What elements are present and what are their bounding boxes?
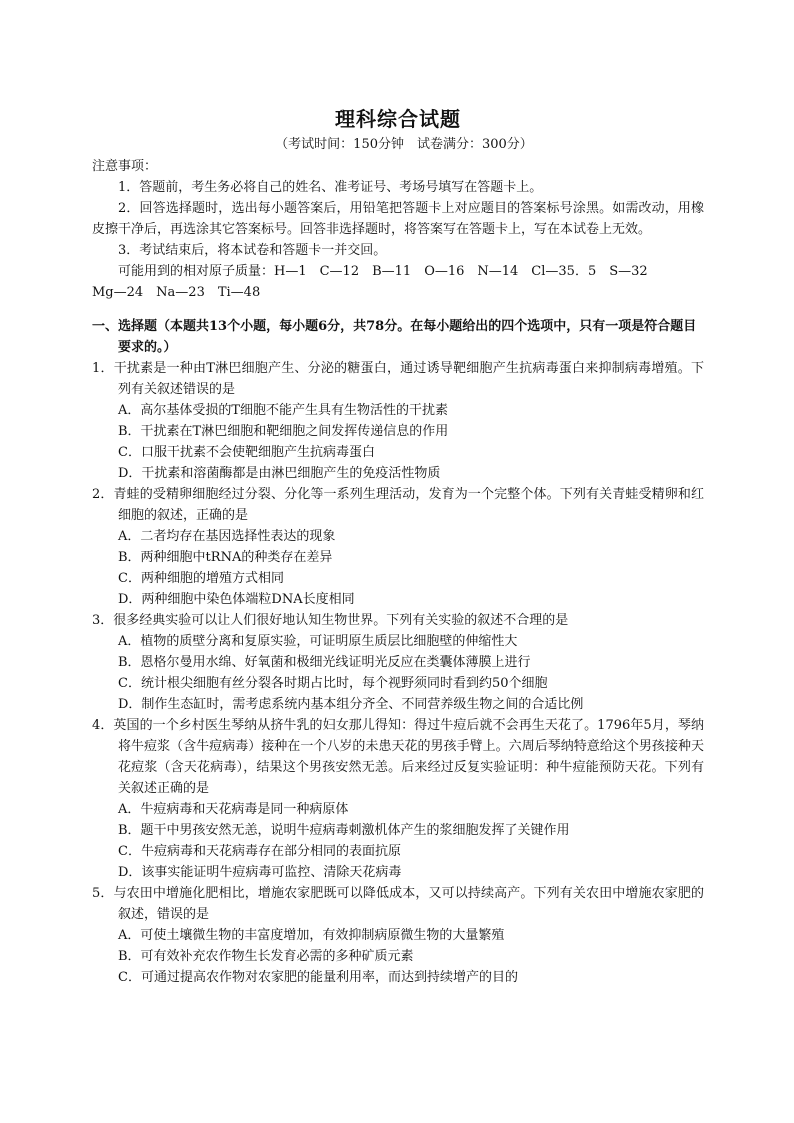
- option-b: B．干扰素在T淋巴细胞和靶细胞之间发挥传递信息的作用: [118, 424, 449, 439]
- option-c: C．两种细胞的增殖方式相同: [118, 571, 284, 586]
- atomic-masses-line-2: Mg—24 Na—23 Ti—48: [92, 285, 261, 300]
- question-5: [92, 883, 704, 988]
- question-stem: 4．英国的一个乡村医生琴纳从挤牛乳的妇女那儿得知：得过牛痘后就不会再生天花了。1796年5月，琴纳将牛痘浆（含牛痘病毒）接种在一个八岁的未患天花的男孩手臂上。六周后琴纳特意给这个男孩接种天花痘浆（含天花病毒），结果这个男孩安然无恙。后来经过反复实验证明：种牛痘能预防天花。下列有关叙述正确的是: [92, 718, 704, 796]
- atomic-masses-line-1: 可能用到的相对原子质量：H—1 C—12 B—11 O—16 N—14 Cl—35．5 S—32: [118, 264, 648, 279]
- question-2: [92, 484, 704, 610]
- exam-subtitle: （考试时间：150分钟 试卷满分：300分）: [275, 137, 533, 152]
- option-d: D．干扰素和溶菌酶都是由淋巴细胞产生的免疫活性物质: [118, 466, 441, 481]
- option-a: A．可使土壤微生物的丰富度增加，有效抑制病原微生物的大量繁殖: [118, 928, 505, 943]
- question-stem: 1．干扰素是一种由T淋巴细胞产生、分泌的糖蛋白，通过诱导靶细胞产生抗病毒蛋白来抑制病毒增殖。下列有关叙述错误的是: [92, 361, 704, 397]
- question-3: [92, 610, 704, 715]
- option-c: C．牛痘病毒和天花病毒存在部分相同的表面抗原: [118, 844, 401, 859]
- option-c: C．统计根尖细胞有丝分裂各时期占比时，每个视野须同时看到约50个细胞: [118, 676, 548, 691]
- note-item-3: 3．考试结束后，将本试卷和答题卡一并交回。: [118, 243, 387, 258]
- exam-page: [92, 104, 704, 988]
- spacer: [92, 303, 704, 316]
- question-stem: 5．与农田中增施化肥相比，增施农家肥既可以降低成本，又可以持续高产。下列有关农田中增施农家肥的叙述，错误的是: [92, 886, 704, 922]
- option-d: D．制作生态缸时，需考虑系统内基本组分齐全、不同营养级生物之间的合适比例: [118, 697, 584, 712]
- question-stem: 3．很多经典实验可以让人们很好地认知生物世界。下列有关实验的叙述不合理的是: [92, 613, 569, 628]
- option-a: A．高尔基体受损的T细胞不能产生具有生物活性的干扰素: [118, 403, 449, 418]
- option-d: D．该事实能证明牛痘病毒可监控、清除天花病毒: [118, 865, 402, 880]
- option-b: B．可有效补充农作物生长发育必需的多种矿质元素: [118, 949, 414, 964]
- option-d: D．两种细胞中染色体端粒DNA长度相同: [118, 592, 355, 607]
- question-4: [92, 715, 704, 883]
- option-a: A．植物的质壁分离和复原实验，可证明原生质层比细胞壁的伸缩性大: [118, 634, 518, 649]
- notes-heading: 注意事项：: [92, 159, 158, 174]
- section-heading: 一、选择题（本题共13个小题，每小题6分，共78分。在每小题给出的四个选项中，只有一项是符合题目要求的。）: [92, 319, 697, 355]
- option-b: B．两种细胞中tRNA的种类存在差异: [118, 550, 333, 565]
- question-1: [92, 358, 704, 484]
- option-b: B．恩格尔曼用水绵、好氧菌和极细光线证明光反应在类囊体薄膜上进行: [118, 655, 531, 670]
- option-c: C．可通过提高农作物对农家肥的能量利用率，而达到持续增产的目的: [118, 970, 518, 985]
- option-a: A．牛痘病毒和天花病毒是同一种病原体: [118, 802, 349, 817]
- note-item-1: 1．答题前，考生务必将自己的姓名、准考证号、考场号填写在答题卡上。: [118, 180, 543, 195]
- option-c: C．口服干扰素不会使靶细胞产生抗病毒蛋白: [118, 445, 375, 460]
- question-stem: 2．青蛙的受精卵细胞经过分裂、分化等一系列生理活动，发育为一个完整个体。下列有关青蛙受精卵和红细胞的叙述，正确的是: [92, 487, 704, 523]
- exam-title: 理科综合试题: [335, 107, 461, 131]
- note-item-2: 2．回答选择题时，选出每小题答案后，用铅笔把答题卡上对应题目的答案标号涂黑。如需改动，用橡皮擦干净后，再选涂其它答案标号。回答非选择题时，将答案写在答题卡上，写在本试卷上无效。: [92, 201, 704, 237]
- option-a: A．二者均存在基因选择性表达的现象: [118, 529, 336, 544]
- option-b: B．题干中男孩安然无恙，说明牛痘病毒刺激机体产生的浆细胞发挥了关键作用: [118, 823, 570, 838]
